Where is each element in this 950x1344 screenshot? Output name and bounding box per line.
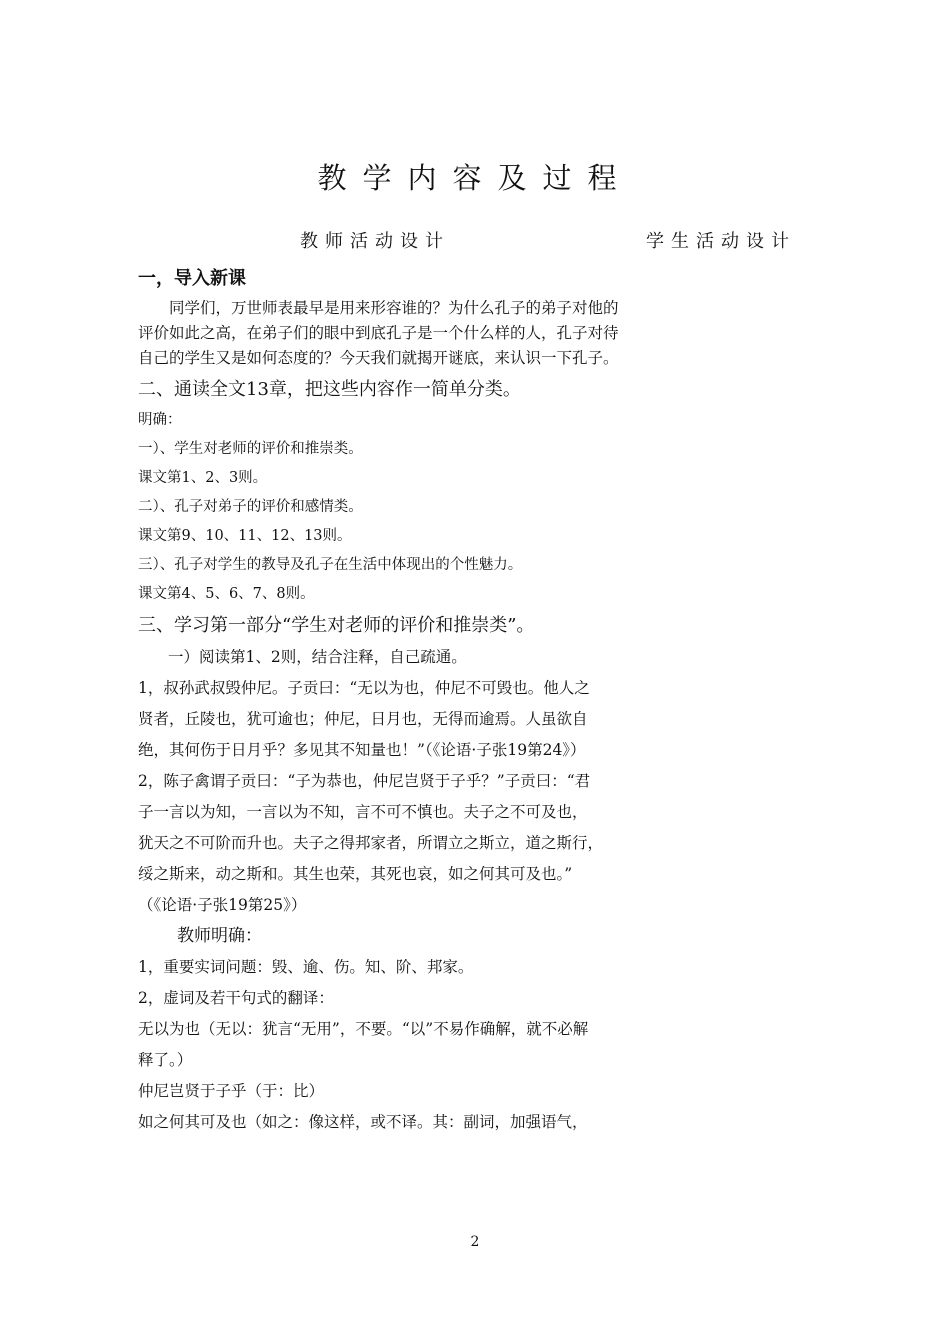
text-line: 2，陈子禽谓子贡曰：“子为恭也，仲尼岂贤于子乎？”子贡曰：“君 bbox=[138, 772, 591, 790]
note-line: 如之何其可及也（如之：像这样，或不译。其：副词，加强语气， bbox=[138, 1113, 588, 1131]
text-line: 犹天之不可阶而升也。夫子之得邦家者，所谓立之斯立，道之斯行， bbox=[138, 834, 604, 852]
section2-line: 课文第1、2、3则。 bbox=[138, 470, 268, 486]
note-line: 无以为也（无以：犹言“无用”，不要。“以”不易作确解，就不必解 bbox=[138, 1020, 589, 1038]
section-heading-read: 二、通读全文13章，把这些内容作一简单分类。 bbox=[138, 379, 521, 400]
text-line: （《论语·子张19第25》） bbox=[138, 896, 307, 914]
intro-paragraph: 同学们，万世师表最早是用来形容谁的？为什么孔子的弟子对他的评价如此之高，在弟子们的眼中到底孔子是一个什么样的人，孔子对待自己的学生又是如何态度的？今天我们就揭开谜底，来认识一下孔子。 bbox=[138, 299, 619, 367]
note-line: 释了。） bbox=[138, 1051, 193, 1069]
column-heading-student: 学生活动设计 bbox=[646, 231, 796, 252]
teacher-clarify-label: 教师明确： bbox=[177, 926, 262, 946]
text-line: 绝，其何伤于日月乎？多见其不知量也！”（《论语·子张19第24》） bbox=[138, 741, 586, 759]
text-line: 子一言以为知，一言以为不知，言不可不慎也。夫子之不可及也， bbox=[138, 803, 588, 821]
subsection-reading: 一）阅读第1、2则，结合注释，自己疏通。 bbox=[168, 648, 467, 666]
section2-line: 三）、孔子对学生的教导及孔子在生活中体现出的个性魅力。 bbox=[138, 557, 523, 573]
section2-line: 课文第9、10、11、12、13则。 bbox=[138, 528, 352, 544]
teacher-column-content bbox=[138, 265, 630, 1138]
section-heading-part1: 三、学习第一部分“学生对老师的评价和推崇类”。 bbox=[138, 615, 535, 636]
note-line: 仲尼岂贤于子乎（于：比） bbox=[138, 1082, 325, 1100]
text-line: 贤者，丘陵也，犹可逾也；仲尼，日月也，无得而逾焉。人虽欲自 bbox=[138, 710, 588, 728]
note-line: 2，虚词及若干句式的翻译： bbox=[138, 989, 334, 1007]
page-number: 2 bbox=[470, 1234, 480, 1250]
section-heading-intro: 一，导入新课 bbox=[138, 268, 246, 289]
section2-line: 一）、学生对老师的评价和推崇类。 bbox=[138, 441, 363, 457]
section2-line: 二）、孔子对弟子的评价和感情类。 bbox=[138, 499, 363, 515]
text-line: 1，叔孙武叔毁仲尼。子贡曰：“无以为也，仲尼不可毁也。他人之 bbox=[138, 679, 590, 697]
text-line: 绥之斯来，动之斯和。其生也荣，其死也哀，如之何其可及也。” bbox=[138, 865, 573, 883]
section2-line: 课文第4、5、6、7、8则。 bbox=[138, 586, 315, 602]
section2-line: 明确： bbox=[138, 412, 182, 428]
column-heading-teacher: 教师活动设计 bbox=[300, 231, 450, 252]
note-line: 1，重要实词问题：毁、逾、伤。知、阶、邦家。 bbox=[138, 958, 474, 976]
page-title: 教学内容及过程 bbox=[317, 161, 633, 195]
